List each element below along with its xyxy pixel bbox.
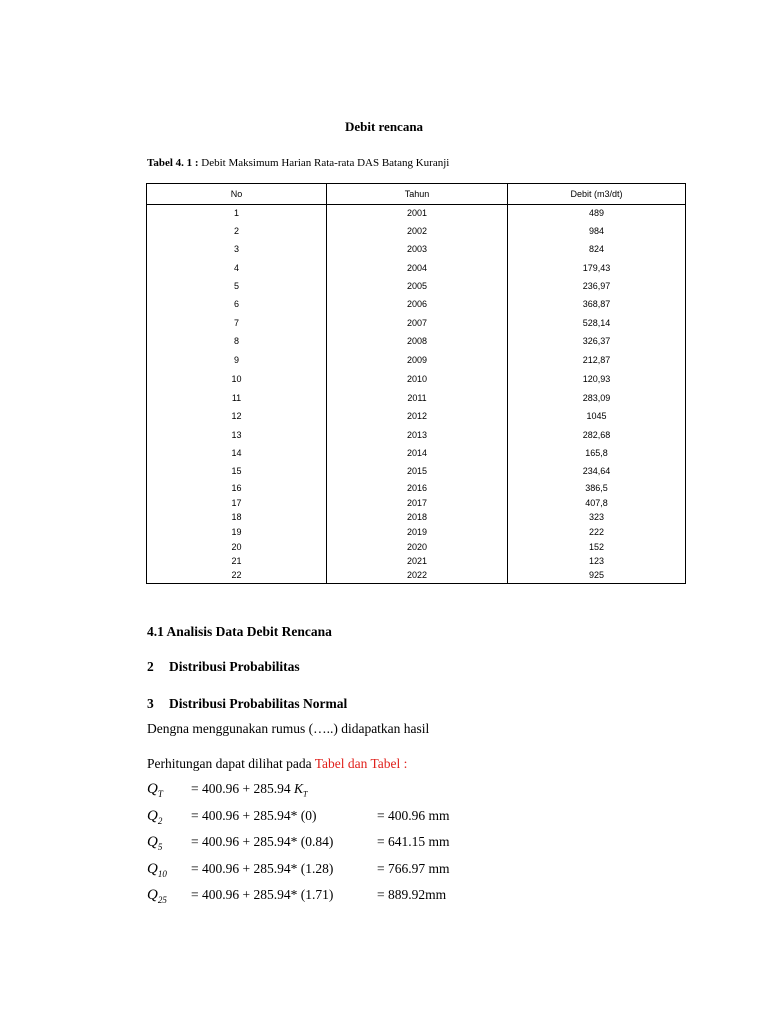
expression-text: = 400.96 + 285.94* (1.71) [191, 887, 334, 902]
cell-discharge: 165,8 [508, 445, 686, 463]
cell-no: 4 [147, 259, 327, 278]
cell-year: 2020 [327, 540, 508, 555]
cell-year: 2011 [327, 389, 508, 408]
equation-row [147, 887, 647, 907]
equation-expression [191, 808, 316, 824]
table-reference-link: Tabel dan Tabel : [314, 756, 408, 771]
table-row [147, 555, 686, 569]
cell-year: 2015 [327, 463, 508, 481]
table-row [147, 408, 686, 426]
cell-no: 8 [147, 333, 327, 351]
cell-no: 13 [147, 426, 327, 445]
cell-year: 2013 [327, 426, 508, 445]
expression-text: = 400.96 + 285.94* (1.28) [191, 861, 334, 876]
cell-year: 2008 [327, 333, 508, 351]
symbol-subscript: T [157, 789, 163, 799]
table-row [147, 540, 686, 555]
table-row [147, 569, 686, 584]
cell-year: 2002 [327, 223, 508, 241]
table-row [147, 259, 686, 278]
section-title: Distribusi Probabilitas [169, 659, 300, 674]
table-row [147, 463, 686, 481]
cell-discharge: 222 [508, 525, 686, 540]
expression-text: = 400.96 + 285.94* (0.84) [191, 834, 334, 849]
table-row [147, 314, 686, 333]
cell-year: 2017 [327, 496, 508, 511]
cell-discharge: 120,93 [508, 370, 686, 389]
cell-discharge: 282,68 [508, 426, 686, 445]
symbol-subscript: 2 [157, 816, 163, 826]
section-title: Distribusi Probabilitas Normal [169, 696, 348, 711]
paragraph-table-reference [147, 756, 407, 772]
table-row [147, 296, 686, 314]
cell-no: 21 [147, 555, 327, 569]
section-heading-4-1: 4.1 Analisis Data Debit Rencana [147, 624, 332, 639]
cell-no: 1 [147, 205, 327, 223]
discharge-table [146, 183, 686, 584]
equation-expression [191, 861, 333, 877]
cell-no: 20 [147, 540, 327, 555]
cell-discharge: 212,87 [508, 351, 686, 370]
document-title: Debit rencana [344, 119, 424, 134]
cell-year: 2001 [327, 205, 508, 223]
header-year: Tahun [327, 184, 508, 205]
cell-no: 18 [147, 511, 327, 525]
cell-year: 2018 [327, 511, 508, 525]
cell-discharge: 152 [508, 540, 686, 555]
table-header-row [147, 184, 686, 205]
cell-discharge: 179,43 [508, 259, 686, 278]
table-body [147, 205, 686, 584]
symbol-q: Q [147, 834, 158, 850]
table-row [147, 205, 686, 223]
equation-result: = 889.92mm [377, 887, 447, 902]
symbol-q: Q [147, 887, 158, 903]
equation-symbol [147, 834, 162, 852]
symbol-kt [293, 781, 308, 799]
cell-year: 2021 [327, 555, 508, 569]
cell-no: 3 [147, 241, 327, 259]
equation-symbol [147, 861, 167, 879]
symbol-k-subscript: T [303, 789, 308, 799]
cell-no: 14 [147, 445, 327, 463]
cell-year: 2014 [327, 445, 508, 463]
equation-symbol [147, 808, 162, 826]
cell-year: 2005 [327, 278, 508, 296]
equation-row [147, 808, 647, 828]
table-row [147, 389, 686, 408]
equation-expression [191, 834, 333, 850]
equation-symbol [147, 887, 167, 905]
cell-no: 11 [147, 389, 327, 408]
section-heading-2 [147, 659, 300, 675]
cell-no: 22 [147, 569, 327, 584]
cell-discharge: 528,14 [508, 314, 686, 333]
symbol-q: Q [147, 781, 158, 797]
symbol-q: Q [147, 861, 158, 877]
equation-result: = 641.15 mm [377, 834, 450, 849]
cell-no: 9 [147, 351, 327, 370]
cell-no: 7 [147, 314, 327, 333]
table-row [147, 370, 686, 389]
equation-expression [191, 781, 307, 799]
cell-no: 2 [147, 223, 327, 241]
table-row [147, 445, 686, 463]
cell-discharge: 326,37 [508, 333, 686, 351]
table-caption-text: Debit Maksimum Harian Rata-rata DAS Batang Kuranji [198, 157, 450, 169]
cell-discharge: 489 [508, 205, 686, 223]
cell-no: 16 [147, 481, 327, 496]
table-row [147, 426, 686, 445]
table-row [147, 333, 686, 351]
table-row [147, 525, 686, 540]
cell-no: 15 [147, 463, 327, 481]
cell-no: 17 [147, 496, 327, 511]
cell-discharge: 283,09 [508, 389, 686, 408]
table-row [147, 351, 686, 370]
cell-discharge: 984 [508, 223, 686, 241]
symbol-subscript: 5 [157, 842, 163, 852]
section-heading-3 [147, 696, 347, 712]
cell-discharge: 925 [508, 569, 686, 584]
cell-year: 2016 [327, 481, 508, 496]
header-no: No [147, 184, 327, 205]
cell-year: 2006 [327, 296, 508, 314]
table-row [147, 223, 686, 241]
table-caption-label: Tabel 4. 1 : [147, 157, 199, 169]
equation-expression [191, 887, 333, 903]
symbol-q: Q [147, 808, 158, 824]
table-row [147, 278, 686, 296]
cell-no: 12 [147, 408, 327, 426]
table-row [147, 481, 686, 496]
cell-year: 2007 [327, 314, 508, 333]
cell-no: 19 [147, 525, 327, 540]
cell-year: 2022 [327, 569, 508, 584]
cell-year: 2009 [327, 351, 508, 370]
section-number: 3 [147, 696, 154, 711]
paragraph-formula-intro: Dengna menggunakan rumus (…..) didapatkan hasil [147, 721, 430, 736]
table-caption [147, 157, 449, 169]
cell-no: 5 [147, 278, 327, 296]
cell-discharge: 123 [508, 555, 686, 569]
equation-result: = 766.97 mm [377, 861, 450, 876]
cell-year: 2012 [327, 408, 508, 426]
paragraph-text: Perhitungan dapat dilihat pada [147, 756, 315, 771]
equation-symbol [147, 781, 163, 799]
cell-no: 6 [147, 296, 327, 314]
cell-discharge: 407,8 [508, 496, 686, 511]
header-discharge: Debit (m3/dt) [508, 184, 686, 205]
symbol-k: K [293, 781, 303, 796]
symbol-subscript: 25 [157, 895, 167, 905]
section-number: 2 [147, 659, 154, 674]
cell-discharge: 368,87 [508, 296, 686, 314]
cell-discharge: 824 [508, 241, 686, 259]
cell-discharge: 236,97 [508, 278, 686, 296]
symbol-subscript: 10 [157, 869, 167, 879]
cell-year: 2019 [327, 525, 508, 540]
expression-text: = 400.96 + 285.94* (0) [191, 808, 317, 823]
equation-row [147, 781, 647, 801]
equation-row [147, 834, 647, 854]
cell-discharge: 386,5 [508, 481, 686, 496]
table-row [147, 241, 686, 259]
cell-discharge: 323 [508, 511, 686, 525]
cell-year: 2003 [327, 241, 508, 259]
cell-year: 2010 [327, 370, 508, 389]
table-row [147, 496, 686, 511]
expression-text: = 400.96 + 285.94 [191, 781, 294, 796]
equation-row [147, 861, 647, 881]
cell-year: 2004 [327, 259, 508, 278]
cell-discharge: 234,64 [508, 463, 686, 481]
cell-no: 10 [147, 370, 327, 389]
equation-result: = 400.96 mm [377, 808, 450, 823]
cell-discharge: 1045 [508, 408, 686, 426]
table-row [147, 511, 686, 525]
